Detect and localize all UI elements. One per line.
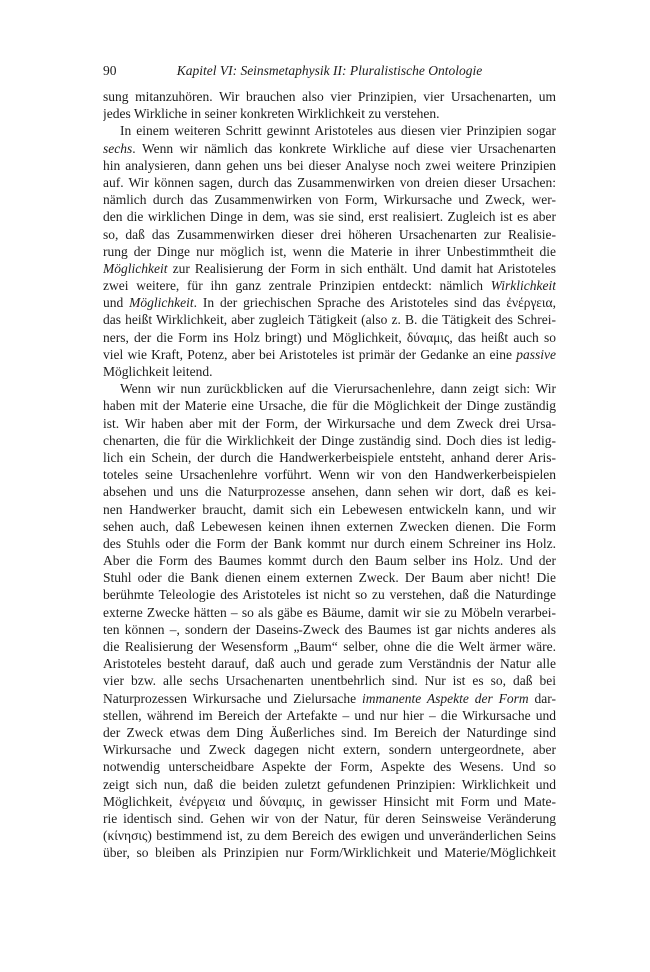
text-line [103, 535, 556, 552]
text-run: notwendig unterscheidbare Aspekte der Form, Aspekte des Wesens. Und so [103, 759, 556, 775]
text-run: Stuhl oder die Bank dienen einem externen Zweck. Der Baum aber nicht! Die [103, 570, 556, 586]
text-line [103, 380, 556, 397]
text-line [103, 793, 556, 810]
text-run: externe Zwecke hätten – so als gäbe es Bäume, damit wir sie zu Möbeln verarbei- [103, 604, 556, 620]
text-line [103, 346, 556, 363]
text-line [103, 724, 556, 741]
text-run: Möglichkeit leitend. [103, 364, 213, 379]
text-line [103, 105, 556, 122]
text-run: stellen, während im Bereich der Artefakte – und nur hier – die Wirkursache und [103, 707, 556, 723]
text-run: des Stuhls oder die Form der Bank kommt nur durch einem Schreiner ins Holz. [103, 535, 556, 551]
text-run: Aristoteles besteht darauf, daß auch und gerade zum Verständnis der Natur alle [103, 656, 556, 672]
text-line [103, 397, 556, 414]
text-run: (κίνησις) bestimmend ist, zu dem Bereich des ewigen und unveränderlichen Seins [103, 828, 556, 844]
text-run: sung mitanzuhören. Wir brauchen also vier Prinzipien, vier Ursachenarten, um [103, 89, 556, 104]
italic-text-run: Wirklichkeit [490, 278, 556, 294]
text-line [103, 329, 556, 346]
text-line [103, 758, 556, 775]
text-run: rie identisch sind. Gehen wir von der Natur, für deren Seinsweise Veränderung [103, 810, 556, 826]
text-run: so, daß das Zusammenwirken dieser drei höheren Ursachenarten zur Realisie- [103, 226, 556, 242]
text-run: Möglichkeit, ἐνέργεια und δύναμις, in gewisser Hinsicht mit Form und Mate- [103, 793, 556, 809]
text-line [103, 518, 556, 535]
text-line [103, 208, 556, 225]
text-run: viel wie Kraft, Potenz, aber bei Aristoteles ist primär der Gedanke an eine [103, 346, 517, 362]
text-run: ist. Wir haben aber mit der Form, der Wirkursache und dem Zweck drei Ursa- [103, 415, 556, 431]
text-line [103, 243, 556, 260]
text-run: jedes Wirkliche in seiner konkreten Wirklichkeit zu verstehen. [103, 106, 440, 122]
text-line [103, 586, 556, 603]
body-text [103, 88, 556, 861]
text-line [103, 140, 556, 157]
page-header [103, 62, 556, 80]
text-line [103, 88, 556, 105]
text-run: nämlich durch das Zusammenwirken von Form, Wirkursache und Zweck, wer- [103, 192, 556, 208]
text-run: und [103, 295, 130, 311]
text-line [103, 741, 556, 758]
text-run: Wenn wir nun zurückblicken auf die Vierursachenlehre, dann zeigt sich: Wir [120, 381, 556, 397]
text-run: vier bzw. alle sechs Ursachenarten unentbehrlich sind. Nur ist es so, daß bei [103, 673, 556, 689]
text-line [103, 690, 556, 707]
text-run: der Zweck etwas dem Ding Äußerliches sind. Im Bereich der Naturdinge sind [103, 724, 556, 740]
italic-text-run: sechs [103, 140, 133, 156]
text-line [103, 655, 556, 672]
text-run: Aber die Form des Baumes kommt durch den Baum selber ins Holz. Und der [103, 553, 556, 569]
text-run: nen Handwerker braucht, damit sich ein Lebewesen entwickeln kann, und wir [103, 501, 556, 517]
text-line [103, 501, 556, 518]
text-line [103, 707, 556, 724]
text-run: zeigt sich nun, daß die beiden zuletzt gefundenen Prinzipien: Wirklichkeit und [103, 776, 556, 792]
text-line [103, 569, 556, 586]
text-line [103, 122, 556, 139]
running-head: Kapitel VI: Seinsmetaphysik II: Pluralistische Ontologie [176, 63, 483, 78]
italic-text-run: immanente Aspekte der Form [361, 690, 529, 706]
text-line [103, 157, 556, 174]
text-run: In einem weiteren Schritt gewinnt Aristoteles aus diesen vier Prinzipien sogar [120, 123, 556, 139]
text-line [103, 810, 556, 827]
text-run: chenarten, die für die Wirklichkeit der Dinge zuständig sind. Doch dies ist ledig- [103, 432, 556, 448]
text-line [103, 449, 556, 466]
text-run: sehen auch, daß Lebewesen keinen ihnen externen Zwecken dienen. Die Form [103, 518, 556, 534]
text-line [103, 363, 556, 380]
text-line [103, 552, 556, 569]
text-run: ners, der die Form ins Holz bringt) und Möglichkeit, δύναμις, das heißt auch so [103, 329, 556, 345]
text-line [103, 638, 556, 655]
text-line [103, 827, 556, 844]
text-run: haben mit der Materie eine Ursache, die für die Möglichkeit der Dinge zuständig [103, 398, 556, 414]
text-line [103, 483, 556, 500]
text-run: dar- [528, 690, 556, 706]
text-line [103, 174, 556, 191]
text-run: Naturprozessen Wirkursache und Zielursache [103, 690, 362, 706]
text-run: das heißt Wirklichkeit, aber zugleich Tätigkeit (also z. B. die Tätigkeit des Schrei- [103, 312, 556, 328]
italic-text-run: passive [516, 346, 556, 362]
text-line [103, 226, 556, 243]
text-line [103, 672, 556, 689]
text-run: ten können –, sondern der Daseins-Zweck des Baumes ist gar nichts anderes als [103, 621, 556, 637]
page-number: 90 [103, 63, 117, 78]
text-line [103, 844, 556, 861]
text-line [103, 260, 556, 277]
text-run: zwei weitere, für ihn ganz zentrale Prinzipien entdeckt: nämlich [103, 278, 491, 294]
text-line [103, 621, 556, 638]
text-line [103, 604, 556, 621]
italic-text-run: Möglichkeit [103, 260, 168, 276]
text-run: die Realisierung der Wesensform „Baum“ selber, ohne die die Welt ärmer wäre. [103, 639, 556, 654]
text-line [103, 432, 556, 449]
text-run: über, so bleiben als Prinzipien nur Form/Wirklichkeit und Materie/Möglichkeit [103, 845, 556, 861]
text-run: toteles seine Ursachenlehre vorführt. Wenn wir von den Handwerkerbeispielen [103, 467, 556, 483]
text-run: den die wirklichen Dinge in dem, was sie sind, erst realisiert. Zugleich ist es aber [103, 209, 556, 225]
text-run: lich ein Schein, der durch die Handwerkerbeispiele entsteht, anhand derer Aris- [103, 449, 556, 465]
text-run: hin analysieren, dann gehen uns bei dieser Analyse noch zwei weitere Prinzipien [103, 157, 556, 173]
italic-text-run: Möglichkeit [129, 295, 194, 311]
text-line [103, 311, 556, 328]
text-run: absehen und uns die Naturprozesse ansehen, dann sehen wir dort, daß es kei- [103, 484, 556, 500]
text-run: . In der griechischen Sprache des Aristoteles sind das ἐνέργεια, [193, 295, 556, 311]
text-line [103, 277, 556, 294]
text-run: Wirkursache und Zweck dagegen nicht extern, sondern untergeordnete, aber [103, 742, 556, 758]
text-run: berühmte Teleologie des Aristoteles ist nicht so zu verstehen, daß die Naturdinge [103, 587, 556, 603]
text-line [103, 466, 556, 483]
text-line [103, 776, 556, 793]
text-run: auf. Wir können sagen, durch das Zusammenwirken von dreien dieser Ursachen: [103, 174, 556, 190]
text-run: rung der Dinge nur möglich ist, wenn die Materie in ihrer Unbestimmtheit die [103, 243, 556, 259]
text-line [103, 415, 556, 432]
text-line [103, 191, 556, 208]
text-line [103, 294, 556, 311]
text-run: . Wenn wir nämlich das konkrete Wirkliche auf diese vier Ursachenarten [132, 140, 556, 156]
text-run: zur Realisierung der Form in sich enthält. Und damit hat Aristoteles [167, 260, 556, 276]
